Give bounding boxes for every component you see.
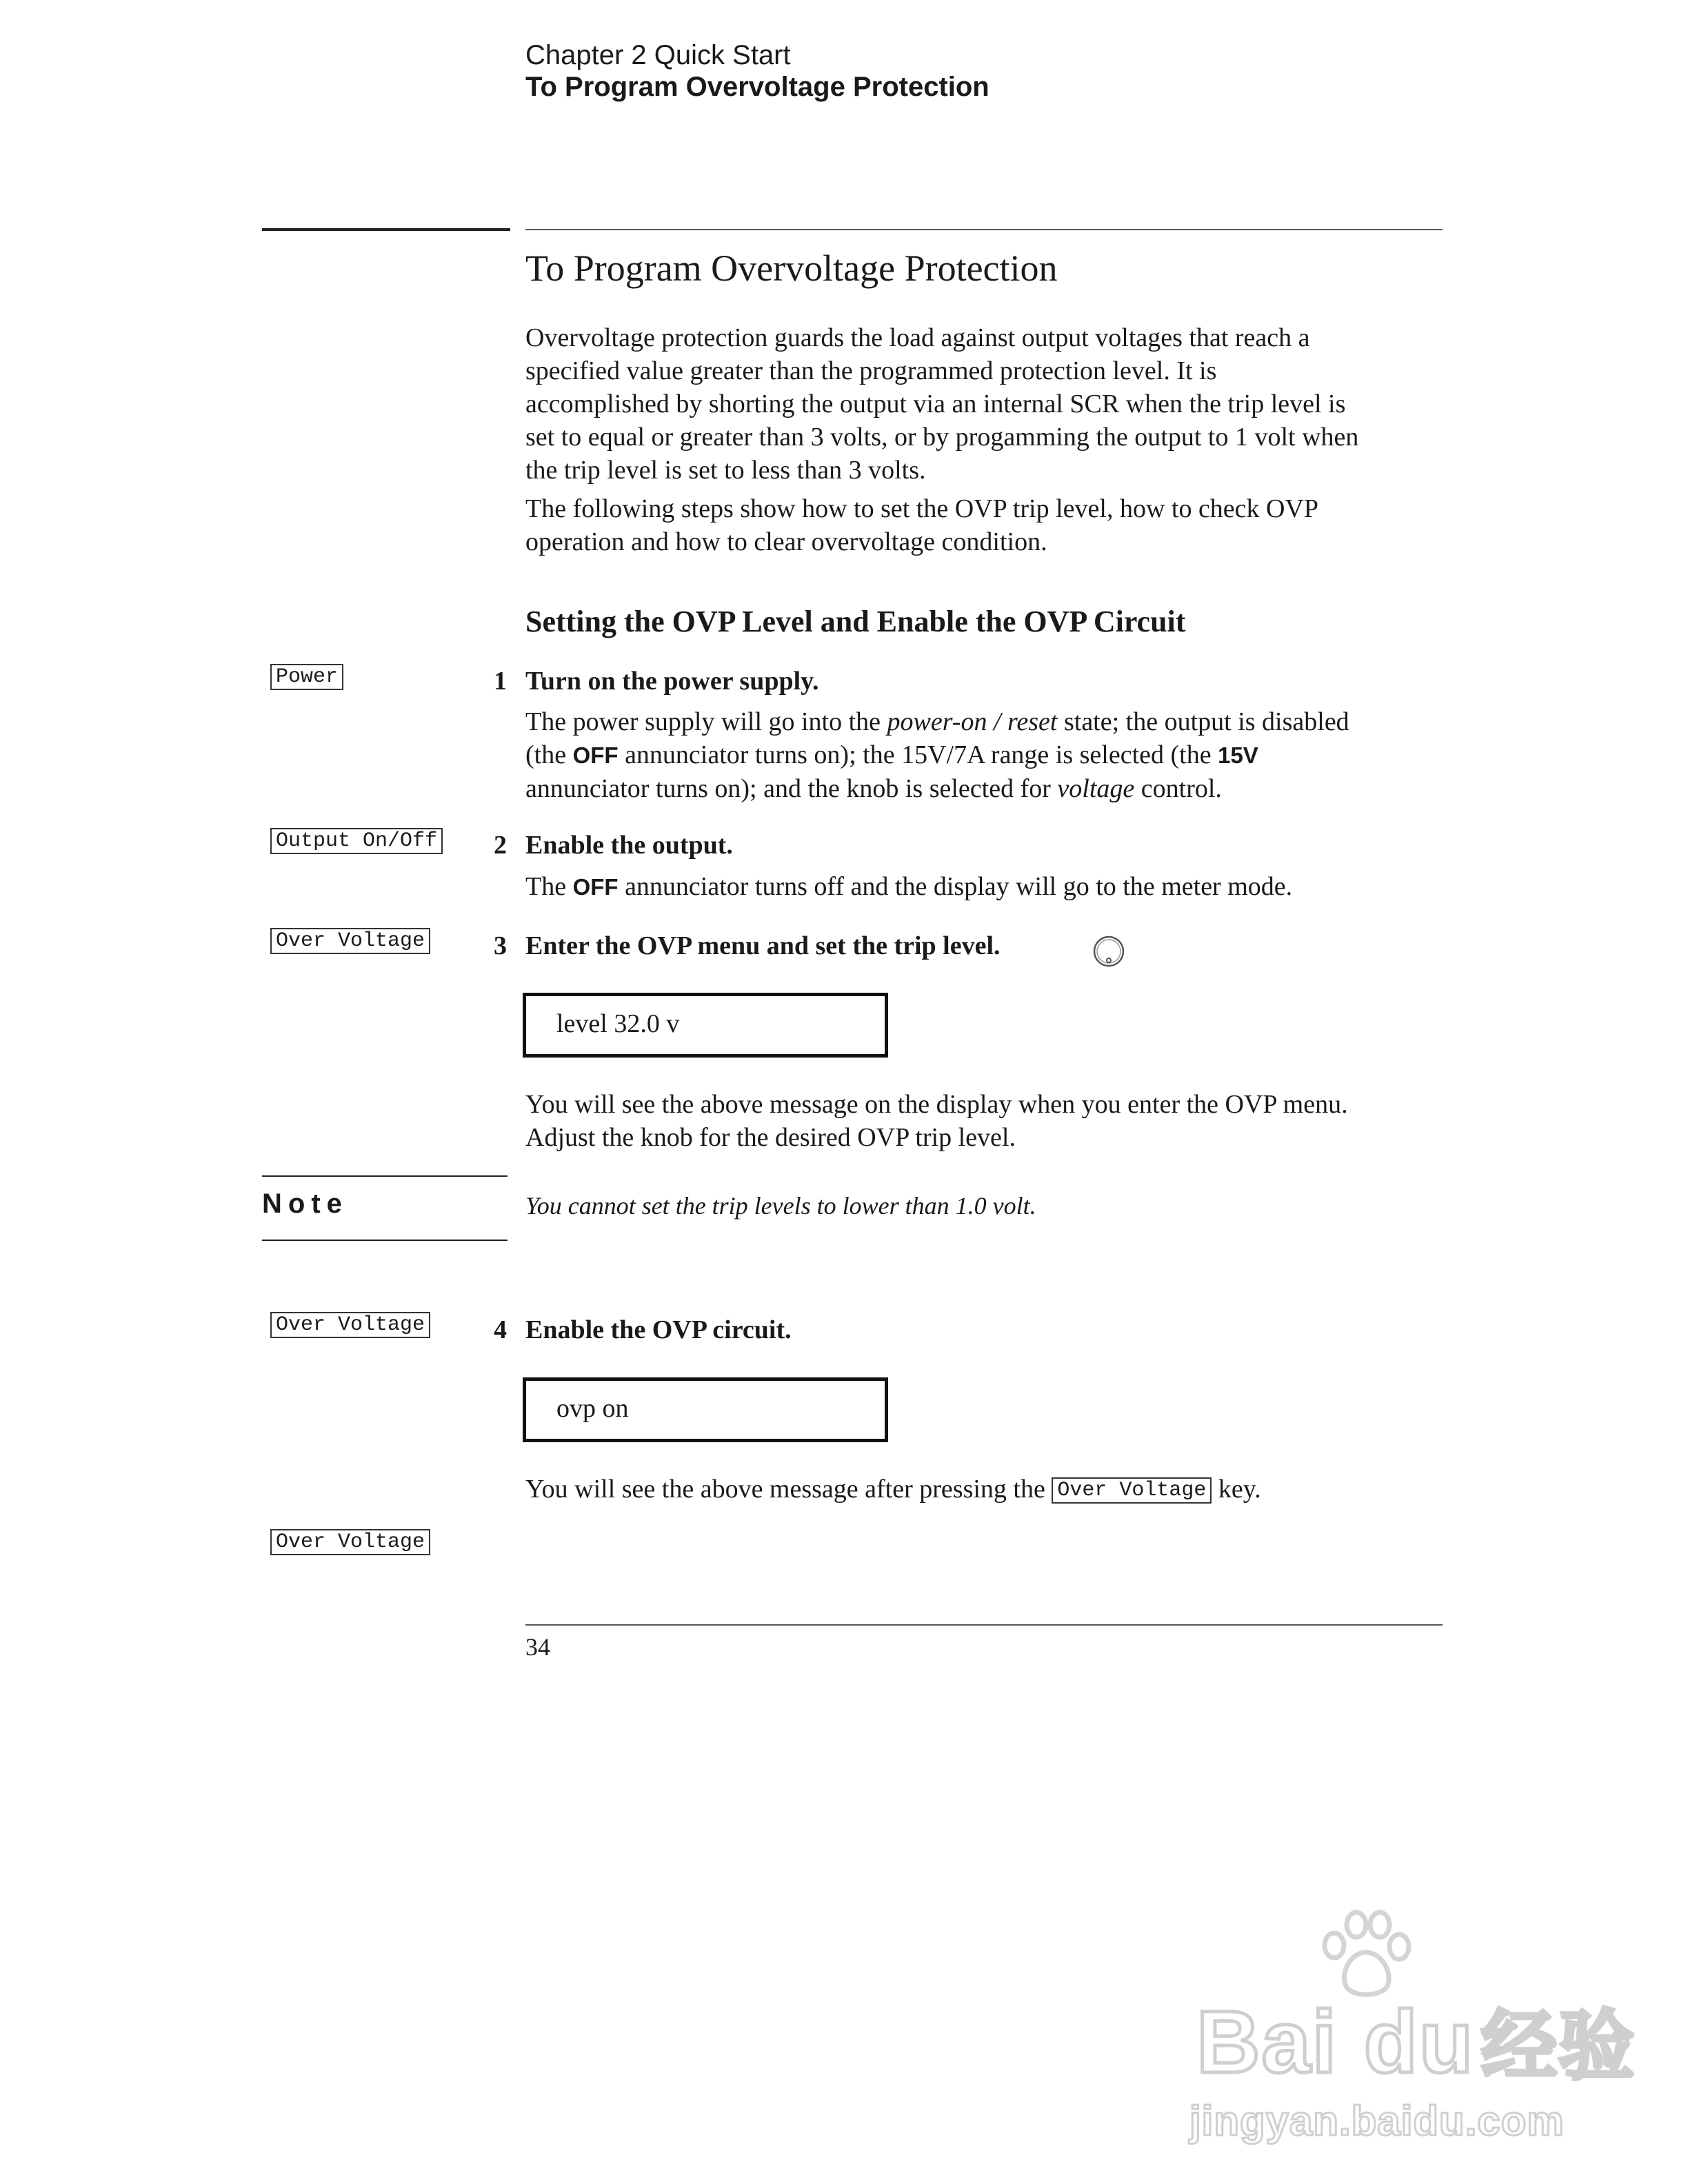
intro-paragraph-1: Overvoltage protection guards the load against output voltages that reach a specified value greater than the programmed protection level. It is accomplished by shorting the output via an internal SCR when the trip level is set to equal or greater than 3 volts, or by progamming the output to 1 volt when the trip level is set to less than 3 volts. (525, 323, 1359, 485)
note-bottom-rule (262, 1240, 508, 1241)
display-ovp-on (523, 1377, 888, 1442)
step-1-number: 1 (494, 667, 507, 696)
chapter-header: Chapter 2 Quick Start (525, 40, 791, 70)
step-3-title: Enter the OVP menu and set the trip level. (525, 931, 1001, 960)
intro-paragraph-2: The following steps show how to set the OVP trip level, how to check OVP operation and how to clear overvoltage condition. (525, 494, 1319, 556)
right-top-rule (525, 229, 1443, 230)
page-number: 34 (525, 1633, 550, 1661)
off-annunciator: OFF (572, 874, 619, 900)
display-level (523, 993, 888, 1058)
step-2-title: Enable the output. (525, 831, 733, 860)
page-title: To Program Overvoltage Protection (525, 247, 1058, 289)
over-voltage-inline-key: Over Voltage (1052, 1477, 1212, 1504)
output-on-off-key: Output On/Off (270, 828, 443, 854)
over-voltage-key: Over Voltage (270, 1312, 430, 1338)
subheading: Setting the OVP Level and Enable the OVP Circuit (525, 605, 1186, 638)
15v-annunciator: 15V (1218, 742, 1258, 768)
display-text: ovp on (556, 1394, 629, 1423)
over-voltage-key: Over Voltage (270, 928, 430, 954)
step-2-text: The OFF annunciator turns off and the display will go to the meter mode. (525, 872, 1293, 901)
note-label: Note (262, 1189, 348, 1219)
step-3-number: 3 (494, 931, 507, 960)
power-key: Power (270, 664, 343, 690)
step-4-number: 4 (494, 1315, 507, 1344)
display-text: level 32.0 v (556, 1009, 680, 1038)
step-2-number: 2 (494, 831, 507, 860)
baidu-watermark (1183, 1910, 1636, 2172)
watermark-url: jingyan.baidu.com (1189, 2098, 1565, 2144)
knob-icon (1091, 935, 1128, 968)
step-4-text: You will see the above message after pressing the Over Voltage key. (525, 1475, 1261, 1504)
bottom-rule (525, 1624, 1443, 1626)
note-text: You cannot set the trip levels to lower than 1.0 volt. (525, 1192, 1036, 1220)
step-1-text: The power supply will go into the power-on / reset state; the output is disabled (the OFF annunciator turns on); the 15V/7A range is selected (the 15V annunciator turns on); and the knob is selected for voltage control. (525, 707, 1349, 803)
step-3-text: You will see the above message on the display when you enter the OVP menu. Adjust the knob for the desired OVP trip level. (525, 1090, 1348, 1152)
off-annunciator: OFF (572, 742, 619, 768)
over-voltage-key: Over Voltage (270, 1529, 430, 1555)
watermark-brand: Bai du经验 (1196, 1993, 1636, 2092)
step-4-title: Enable the OVP circuit. (525, 1315, 792, 1344)
left-top-rule (262, 228, 510, 231)
note-top-rule (262, 1175, 508, 1177)
step-1-title: Turn on the power supply. (525, 667, 819, 696)
section-header: To Program Overvoltage Protection (525, 72, 989, 102)
